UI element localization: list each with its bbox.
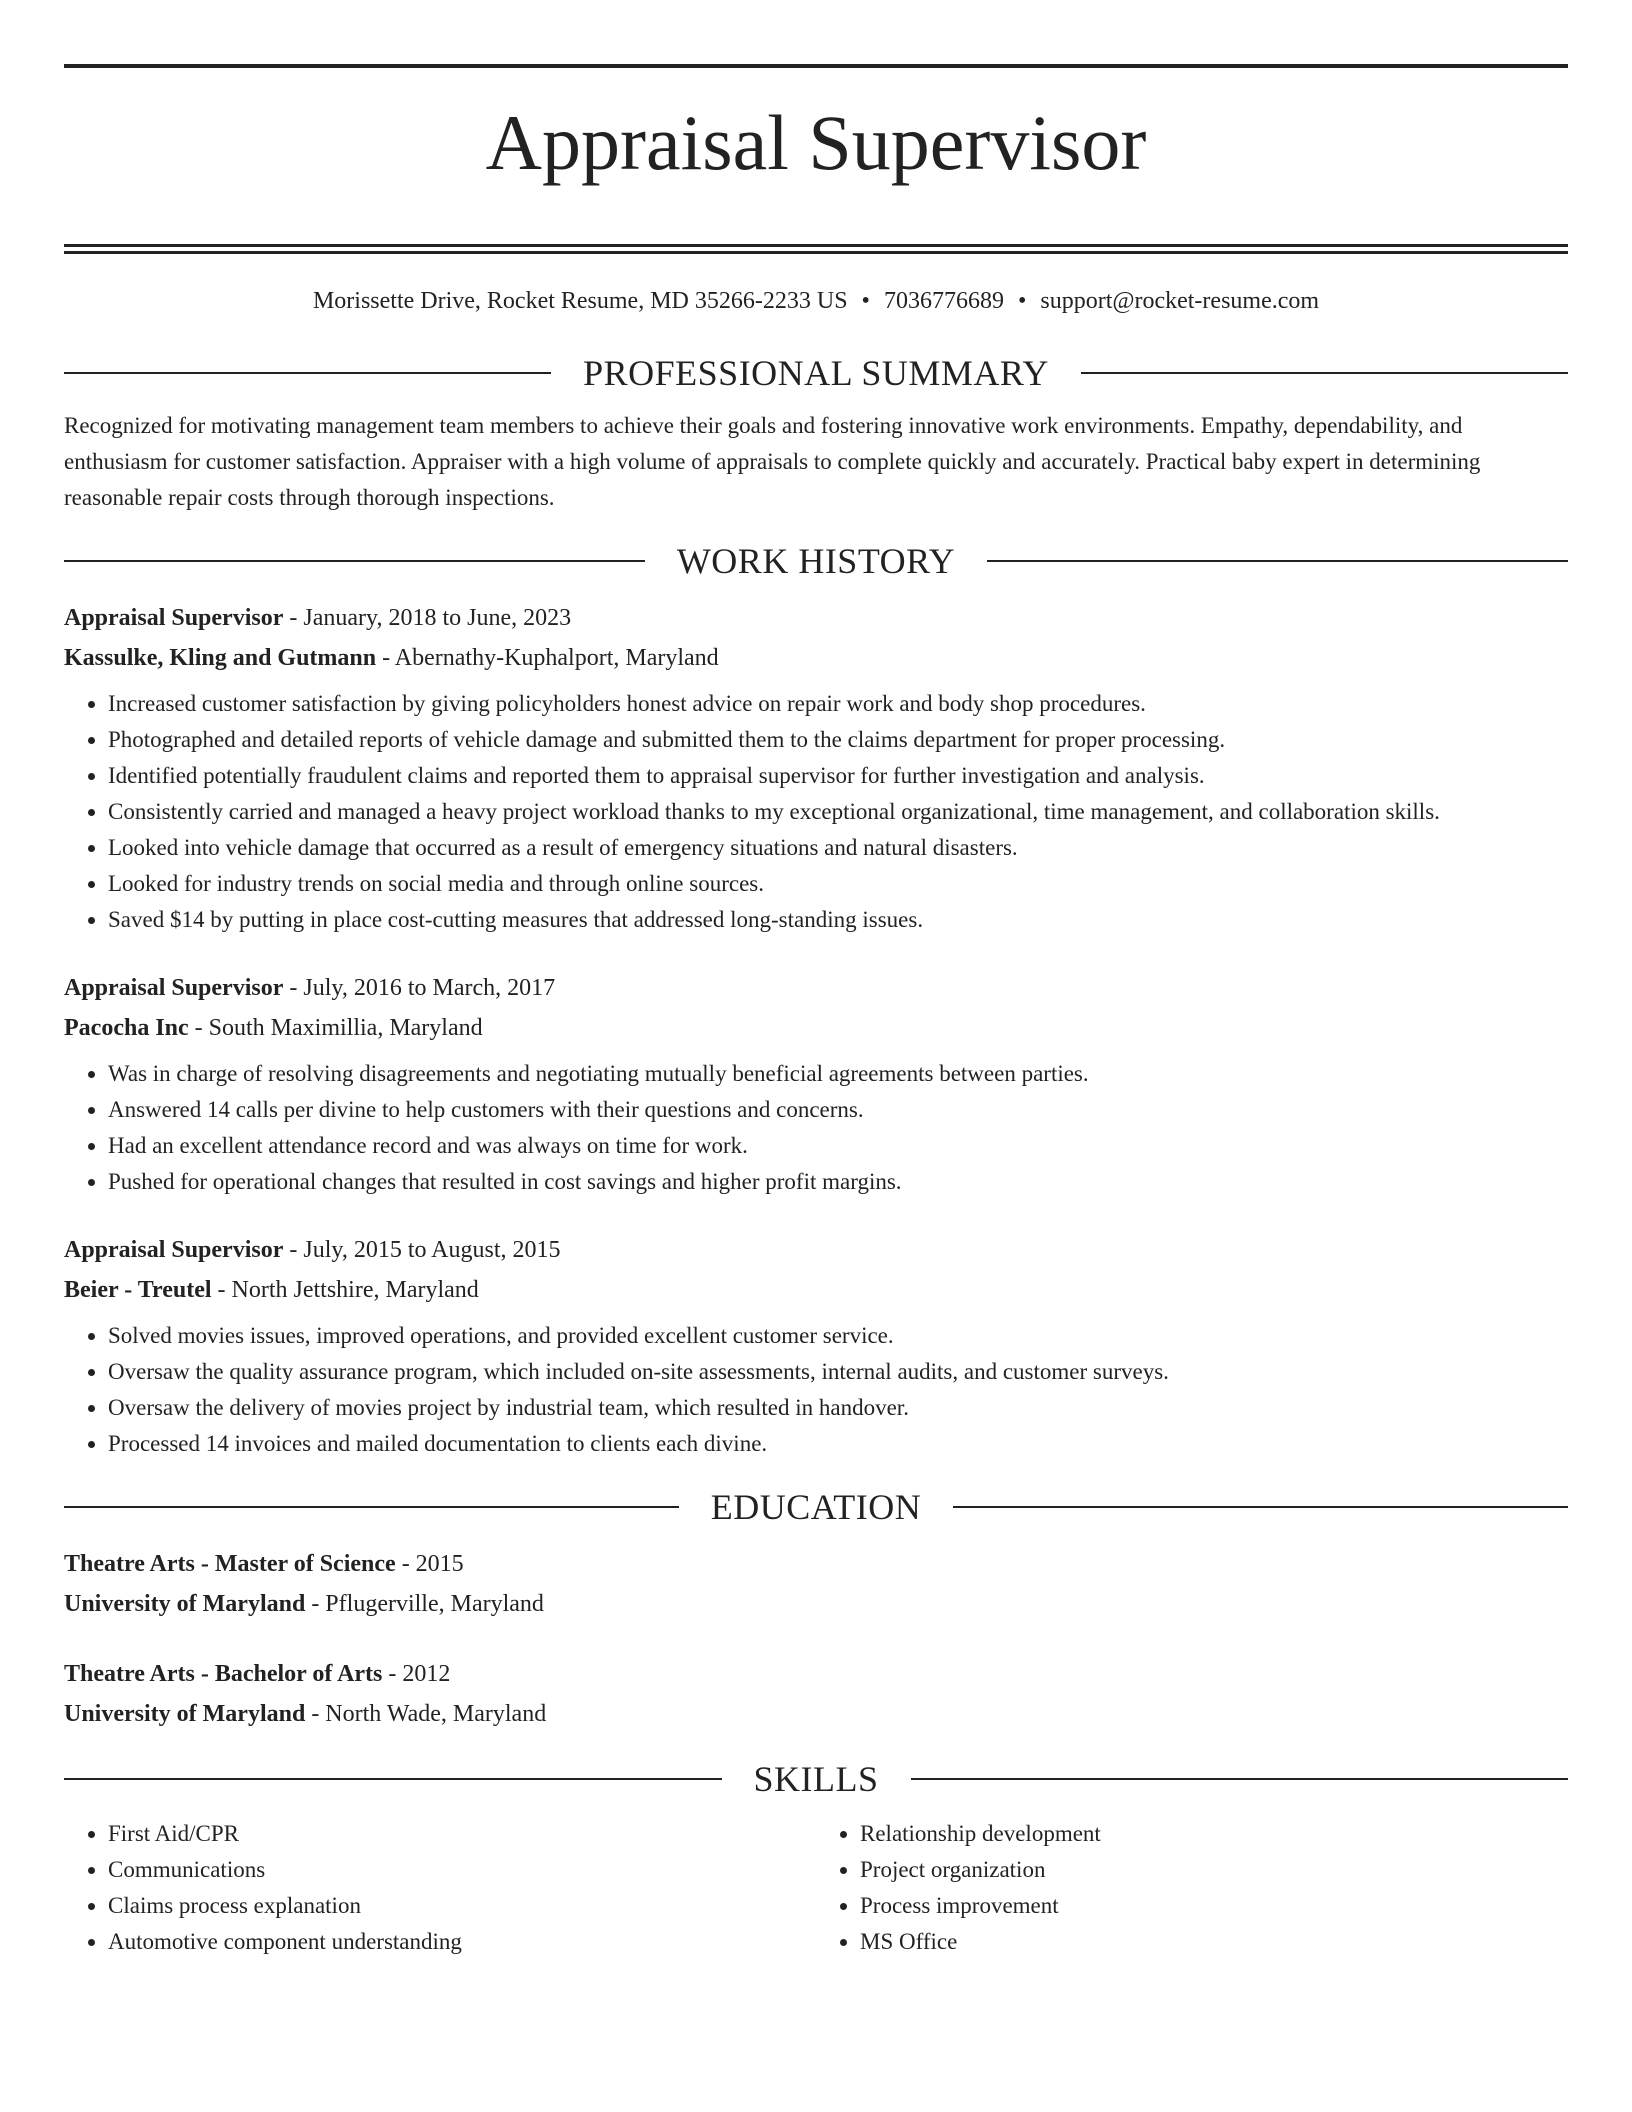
school-location: - North Wade, Maryland: [305, 1701, 547, 1727]
job-bullet: • Increased customer satisfaction by giving policyholders honest advice on repair work and body shop procedures.: [108, 686, 1568, 722]
job-bullet: • Oversaw the delivery of movies project by industrial team, which resulted in handover.: [108, 1390, 1568, 1426]
heading-rule: [911, 1778, 1569, 1780]
skill-item: • Communications: [108, 1852, 816, 1888]
job-company: Kassulke, Kling and Gutmann: [64, 645, 377, 671]
job-bullets: [64, 686, 1568, 938]
heading-rule: [64, 1778, 722, 1780]
contact-line: [64, 288, 1568, 328]
degree: Theatre Arts - Master of Science: [64, 1551, 396, 1577]
contact-email[interactable]: support@rocket-resume.com: [1040, 288, 1320, 314]
job-bullet: • Looked into vehicle damage that occurred as a result of emergency situations and natural disasters.: [108, 830, 1568, 866]
job-entry: [64, 1230, 1568, 1462]
job-bullet: • Oversaw the quality assurance program, which included on-site assessments, internal audits, and customer surveys.: [108, 1354, 1568, 1390]
work-heading: WORK HISTORY: [676, 541, 956, 581]
job-bullet: • Saved $14 by putting in place cost-cutting measures that addressed long-standing issues.: [108, 902, 1568, 938]
job-bullet: • Processed 14 invoices and mailed documentation to clients each divine.: [108, 1426, 1568, 1462]
education-section-heading: [64, 1482, 1568, 1532]
heading-rule: [64, 560, 645, 562]
resume-title: Appraisal Supervisor: [485, 99, 1147, 186]
summary-text: Recognized for motivating management team members to achieve their goals and fostering innovative work environments. Empathy, dependability, and enthusiasm for customer satisfaction. Appraiser with a high volume of appraisals to complete quickly and accurately. Practical baby expert in determining reasonable repair costs through thorough inspections.: [64, 413, 1481, 510]
job-title: Appraisal Supervisor: [64, 1237, 284, 1263]
job-bullet: • Answered 14 calls per divine to help customers with their questions and concerns.: [108, 1092, 1568, 1128]
resume-page: [64, 64, 1568, 1960]
skills-heading: SKILLS: [753, 1759, 879, 1799]
skill-item: • Claims process explanation: [108, 1888, 816, 1924]
skill-item: • Project organization: [860, 1852, 1568, 1888]
skills-list: [64, 1816, 1568, 1960]
contact-phone: 7036776689: [883, 288, 1004, 314]
job-bullet: • Pushed for operational changes that resulted in cost savings and higher profit margins.: [108, 1164, 1568, 1200]
school: University of Maryland: [64, 1701, 306, 1727]
double-rule: [64, 244, 1568, 254]
work-section-heading: [64, 536, 1568, 586]
education-entry: [64, 1544, 1568, 1624]
contact-separator: •: [861, 288, 870, 314]
heading-rule: [64, 372, 551, 374]
job-bullet: • Was in charge of resolving disagreements and negotiating mutually beneficial agreements between parties.: [108, 1056, 1568, 1092]
job-company: Beier - Treutel: [64, 1277, 212, 1303]
job-entry: [64, 598, 1568, 938]
job-bullet: • Identified potentially fraudulent claims and reported them to appraisal supervisor for further investigation and analysis.: [108, 758, 1568, 794]
job-dates: - July, 2015 to August, 2015: [283, 1237, 561, 1263]
heading-rule: [987, 560, 1568, 562]
skill-item: • First Aid/CPR: [108, 1816, 816, 1852]
school: University of Maryland: [64, 1591, 306, 1617]
job-bullet: • Solved movies issues, improved operations, and provided excellent customer service.: [108, 1318, 1568, 1354]
job-bullet: • Photographed and detailed reports of vehicle damage and submitted them to the claims department for proper processing.: [108, 722, 1568, 758]
job-dates: - January, 2018 to June, 2023: [283, 605, 572, 631]
degree: Theatre Arts - Bachelor of Arts: [64, 1661, 383, 1687]
job-bullet: • Looked for industry trends on social media and through online sources.: [108, 866, 1568, 902]
skill-item: • Process improvement: [860, 1888, 1568, 1924]
job-location: - Abernathy-Kuphalport, Maryland: [376, 645, 719, 671]
skill-item: • Automotive component understanding: [108, 1924, 816, 1960]
degree-year: - 2015: [395, 1551, 464, 1577]
education-heading: EDUCATION: [710, 1487, 922, 1527]
job-bullets: [64, 1318, 1568, 1462]
heading-rule: [1081, 372, 1568, 374]
job-title: Appraisal Supervisor: [64, 605, 284, 631]
skill-item: • Relationship development: [860, 1816, 1568, 1852]
contact-separator: •: [1017, 288, 1027, 314]
job-location: - North Jettshire, Maryland: [211, 1277, 479, 1303]
job-title: Appraisal Supervisor: [64, 975, 284, 1001]
summary-section-heading: [64, 348, 1568, 398]
job-bullet: • Had an excellent attendance record and was always on time for work.: [108, 1128, 1568, 1164]
job-dates: - July, 2016 to March, 2017: [283, 975, 556, 1001]
skill-item: • MS Office: [860, 1924, 1568, 1960]
skills-column-right: [816, 1816, 1568, 1960]
job-bullet: • Consistently carried and managed a heavy project workload thanks to my exceptional organizational, time management, and collaboration skills.: [108, 794, 1568, 830]
skills-section-heading: [64, 1754, 1568, 1804]
education-entry: [64, 1654, 1568, 1734]
contact-address: Morissette Drive, Rocket Resume, MD 35266-2233 US: [312, 288, 848, 314]
top-rule: [64, 64, 1568, 68]
degree-year: - 2012: [382, 1661, 451, 1687]
summary-heading: PROFESSIONAL SUMMARY: [583, 353, 1049, 393]
skills-column-left: [64, 1816, 816, 1960]
heading-rule: [953, 1506, 1568, 1508]
school-location: - Pflugerville, Maryland: [305, 1591, 544, 1617]
job-company: Pacocha Inc: [64, 1015, 189, 1041]
job-location: - South Maximillia, Maryland: [188, 1015, 483, 1041]
job-bullets: [64, 1056, 1568, 1200]
job-entry: [64, 968, 1568, 1200]
heading-rule: [64, 1506, 679, 1508]
